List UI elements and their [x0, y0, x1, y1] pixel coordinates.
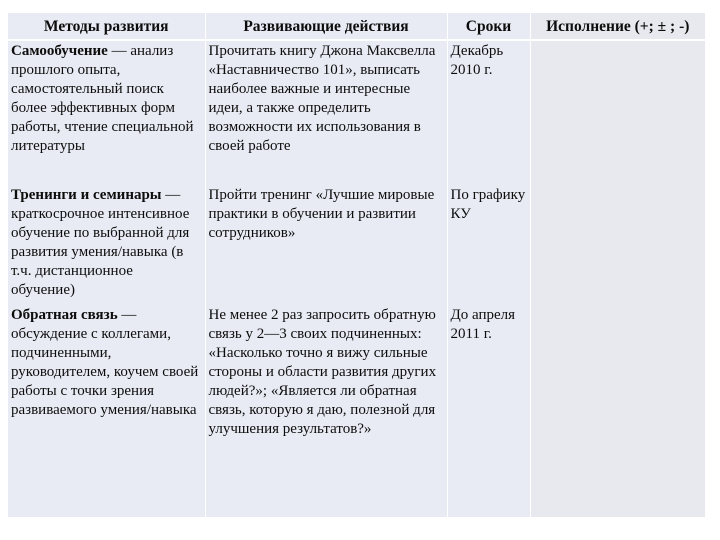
method-desc-2: — обсуждение с коллегами, подчиненными, руководителем, коучем своей работы с точки зрения развиваемого умения/навыка	[11, 307, 199, 418]
cell-execution-2	[530, 305, 705, 517]
cell-method-2	[8, 305, 205, 517]
method-term-1: Тренинги и семинары	[11, 187, 162, 203]
table-row	[8, 40, 705, 185]
header-deadline: Сроки	[447, 13, 530, 40]
table-header-row	[8, 13, 705, 40]
cell-execution-1	[530, 185, 705, 305]
cell-deadline-0: Декабрь 2010 г.	[447, 40, 530, 185]
method-desc-1: — краткосрочное интенсивное обучение по выбранной для развития умения/навыка (в т.ч. дистанционное обучение)	[11, 187, 190, 298]
cell-action-2: Не менее 2 раз запросить обратную связь у 2—3 своих подчиненных: «Насколько точно я вижу сильные стороны и области развития других людей?»; «Является ли обратная связь, которую я даю, полезной для улучшения результатов?»	[205, 305, 447, 517]
cell-method-0	[8, 40, 205, 185]
cell-action-0: Прочитать книгу Джона Максвелла «Наставничество 101», выписать наиболее важные и интересные идеи, а также определить возможности их использования в своей работе	[205, 40, 447, 185]
cell-method-1	[8, 185, 205, 305]
method-term-0: Самообучение	[11, 43, 108, 59]
header-methods: Методы развития	[8, 13, 205, 40]
header-actions: Развивающие действия	[205, 13, 447, 40]
table-row	[8, 185, 705, 305]
cell-deadline-1: По графику КУ	[447, 185, 530, 305]
method-term-2: Обратная связь	[11, 307, 118, 323]
cell-deadline-2: До апреля 2011 г.	[447, 305, 530, 517]
method-desc-0: — анализ прошлого опыта, самостоятельный поиск более эффективных форм работы, чтение специальной литературы	[11, 43, 194, 154]
cell-action-1: Пройти тренинг «Лучшие мировые практики в обучении и развитии сотрудников»	[205, 185, 447, 305]
header-execution: Исполнение (+; ± ; -)	[530, 13, 705, 40]
cell-execution-0	[530, 40, 705, 185]
development-plan-table	[8, 13, 705, 517]
table-row	[8, 305, 705, 517]
